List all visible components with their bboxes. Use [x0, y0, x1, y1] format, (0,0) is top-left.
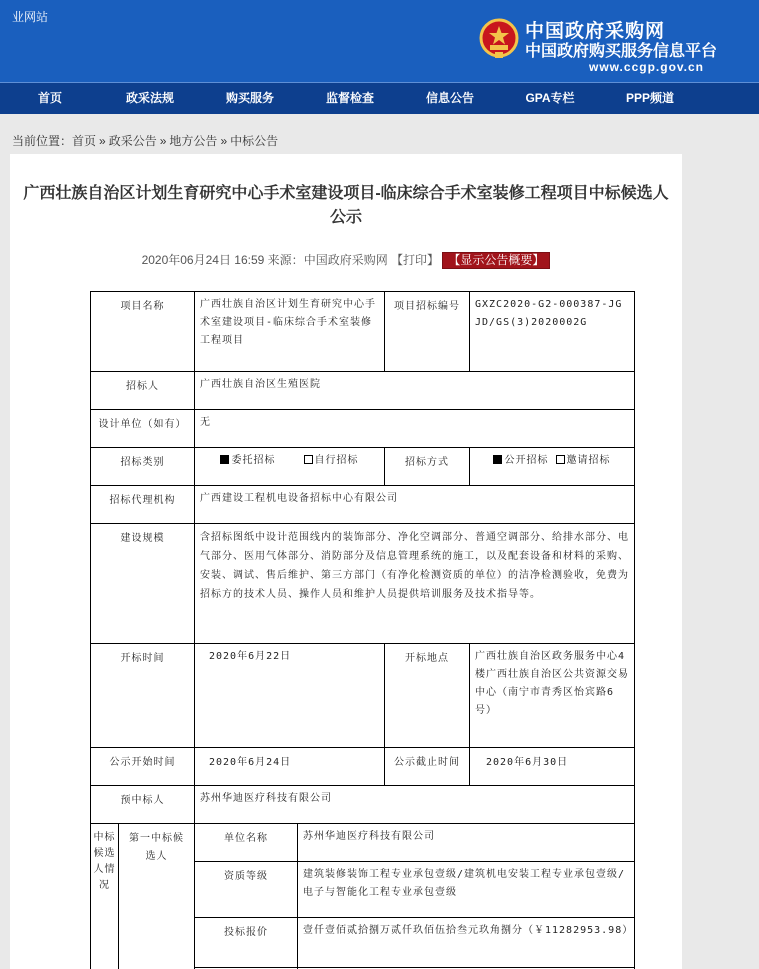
- nav-supervision[interactable]: 监督检查: [325, 91, 374, 105]
- type-opt-self: 自行招标: [314, 455, 359, 466]
- site-logo[interactable]: [479, 14, 751, 76]
- method-label: 招标方式: [385, 448, 470, 486]
- breadcrumb-award[interactable]: 中标公告: [230, 134, 279, 148]
- open-place-label: 开标地点: [385, 644, 470, 748]
- winner-label: 预中标人: [91, 786, 195, 824]
- design: 无: [195, 410, 635, 448]
- nav-announcements[interactable]: 信息公告: [425, 91, 474, 105]
- checkbox-empty-icon: [556, 455, 565, 464]
- source-label: 来源：: [267, 253, 304, 267]
- logo-url: www.ccgp.gov.cn: [589, 60, 705, 74]
- nav-home[interactable]: 首页: [37, 91, 62, 105]
- method-options: [470, 448, 635, 486]
- nav-ppp[interactable]: PPP频道: [625, 91, 674, 105]
- agency: 广西建设工程机电设备招标中心有限公司: [195, 486, 635, 524]
- cand-first-label: 第一中标候选人: [119, 824, 195, 969]
- checkbox-empty-icon: [304, 455, 313, 464]
- article-meta: [10, 251, 682, 269]
- breadcrumb-local[interactable]: 地方公告: [169, 134, 218, 148]
- breadcrumb-sep: »: [159, 134, 167, 148]
- breadcrumb-prefix: 当前位置：: [12, 134, 73, 148]
- unit: 苏州华迪医疗科技有限公司: [298, 824, 635, 862]
- logo-title: 中国政府采购网: [525, 21, 666, 42]
- scale: 含招标图纸中设计范围线内的装饰部分、净化空调部分、普通空调部分、给排水部分、电气部分、医用气体部分、消防部分及信息管理系统的施工，以及配套设备和材料的采购、安装、调试、售后维护、第三方部门（有净化检测资质的单位）的洁净检测验收，免费为招标方的技术人员、操作人员和维护人员提供培训服务及技术指导等。: [195, 524, 635, 644]
- breadcrumb: [12, 132, 278, 149]
- open-time: 2020年6月22日: [195, 644, 385, 748]
- bid-label: 投标报价: [195, 918, 298, 968]
- qual: 建筑装修装饰工程专业承包壹级/建筑机电安装工程专业承包壹级/电子与智能化工程专业承包壹级: [298, 862, 635, 918]
- winner: 苏州华迪医疗科技有限公司: [195, 786, 635, 824]
- tenderer-label: 招标人: [91, 372, 195, 410]
- pub-start: 2020年6月24日: [195, 748, 385, 786]
- summary-button[interactable]: 【显示公告概要】: [442, 252, 550, 269]
- print-link[interactable]: 【打印】: [391, 253, 440, 267]
- breadcrumb-sep: »: [99, 134, 106, 148]
- bid-info-table: [90, 291, 635, 969]
- method-opt-open: 公开招标: [504, 455, 549, 466]
- article-title: 广西壮族自治区计划生育研究中心手术室建设项目-临床综合手术室装修工程项目中标候选人公示: [23, 185, 669, 226]
- breadcrumb-sep: »: [220, 134, 228, 148]
- cand-section-label: 中标候选人情况: [91, 824, 119, 969]
- agency-label: 招标代理机构: [91, 486, 195, 524]
- type-options: [195, 448, 385, 486]
- project-name-label: 项目名称: [91, 292, 195, 372]
- site-tag[interactable]: 业网站: [12, 10, 49, 24]
- nav-regulations[interactable]: 政采法规: [125, 91, 174, 105]
- source: 中国政府采购网: [303, 253, 388, 267]
- method-opt-invite: 邀请招标: [566, 455, 611, 466]
- project-no: GXZC2020-G2-000387-JGJD/GS(3)2020002G: [470, 292, 635, 372]
- checkbox-checked-icon: [493, 455, 502, 464]
- breadcrumb-procurement[interactable]: 政采公告: [108, 134, 157, 148]
- nav-purchase-services[interactable]: 购买服务: [225, 91, 274, 105]
- project-name: 广西壮族自治区计划生育研究中心手术室建设项目-临床综合手术室装修工程项目: [195, 292, 385, 372]
- project-no-label: 项目招标编号: [385, 292, 470, 372]
- scale-label: 建设规模: [91, 524, 195, 644]
- qual-label: 资质等级: [195, 862, 298, 918]
- pub-start-label: 公示开始时间: [91, 748, 195, 786]
- pub-end-label: 公示截止时间: [385, 748, 470, 786]
- article-panel: [10, 154, 682, 969]
- site-header: [0, 0, 759, 82]
- open-time-label: 开标时间: [91, 644, 195, 748]
- nav-gpa[interactable]: GPA专栏: [525, 91, 575, 105]
- national-emblem-icon: [479, 18, 519, 60]
- tenderer: 广西壮族自治区生殖医院: [195, 372, 635, 410]
- breadcrumb-home[interactable]: 首页: [72, 134, 97, 148]
- publish-date: 2020年06月24日 16:59: [141, 253, 265, 267]
- open-place: 广西壮族自治区政务服务中心4楼广西壮族自治区公共资源交易中心（南宁市青秀区怡宾路6号）: [470, 644, 635, 748]
- pub-end: 2020年6月30日: [470, 748, 635, 786]
- unit-label: 单位名称: [195, 824, 298, 862]
- type-opt-entrust: 委托招标: [231, 455, 276, 466]
- checkbox-checked-icon: [220, 455, 229, 464]
- type-label: 招标类别: [91, 448, 195, 486]
- bid: 壹仟壹佰贰拾捌万贰仟玖佰伍拾叁元玖角捌分（￥11282953.98）: [298, 918, 635, 968]
- design-label: 设计单位（如有）: [91, 410, 195, 448]
- main-nav: [0, 82, 759, 114]
- logo-subtitle: 中国政府购买服务信息平台: [525, 43, 718, 60]
